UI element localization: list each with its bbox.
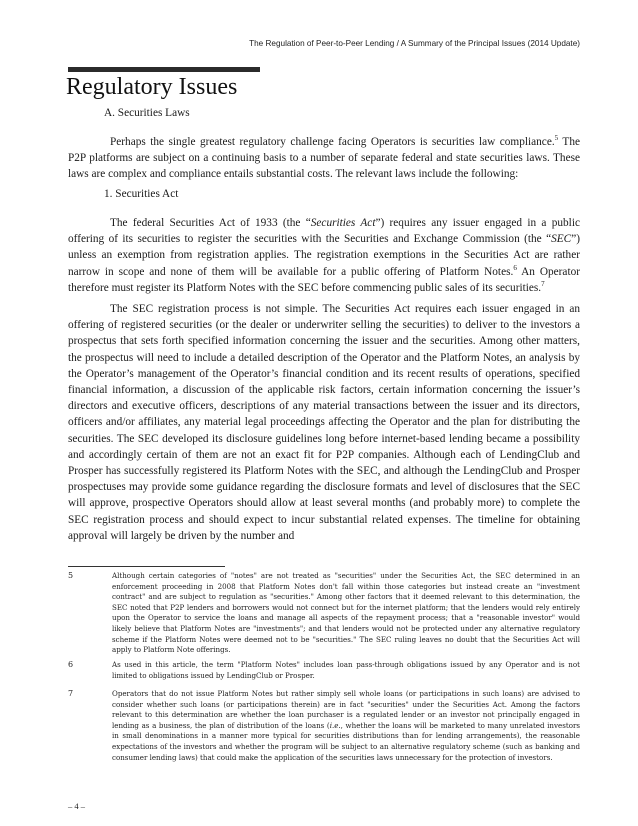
footnote-5 — [68, 571, 580, 656]
footnote-text: , whether the loans will be marketed to many unrelated investors in small denominations in a manner more typical for securities distributions than for lending arrangements), the reasonable expectations of the investors and whether the program will be subject to an alternative regulatory scheme (such as banking and consumer lending laws) that could make the application of the securities laws unnecessary for the protection of investors. — [112, 720, 580, 762]
footnote-ref-7[interactable]: 7 — [541, 279, 545, 288]
footnote-number: 6 — [68, 660, 74, 669]
footnote-separator — [68, 566, 225, 567]
title-rule — [68, 67, 260, 72]
defined-term: SEC — [551, 233, 572, 246]
section-heading-securities-laws: A. Securities Laws — [104, 107, 190, 119]
footnote-text: Although certain categories of "notes" are not treated as "securities" under the Securities Act, the SEC determined in an enforcement proceeding in 2008 that Platform Notes don't fall within those categories but instead create an "investment contract" and are subject to regulation as "securities." Among other factors that it deemed relevant to this determination, the SEC noted that P2P lenders and borrowers would not connect but for the internet platform; that the lenders would rely entirely upon the Operator to service the loans and manage all aspects of the repayment process; that a "reasonable investor" would likely believe that Platform Notes are "investments"; and that lenders would not be protected under any alternative regulatory scheme if the Platform Notes were deemed not to be "securities." The SEC ruling leaves no doubt that the Securities Act will apply to Platform Note offerings. — [112, 571, 580, 655]
footnote-abbrev: i.e. — [329, 720, 341, 730]
footnote-number: 5 — [68, 571, 74, 580]
paragraph-text: ”) requires any issuer engaged in a public offering of its securities to register the securities with the Securities and Exchange Commission (the “ — [68, 217, 580, 246]
footnote-ref-5[interactable]: 5 — [554, 134, 559, 142]
paragraph-securities-act — [68, 215, 580, 296]
defined-term: Securities Act — [310, 217, 376, 229]
page-number: – 4 – — [68, 801, 85, 811]
footnote-number: 7 — [68, 689, 74, 698]
footnote-text: Operators that do not issue Platform Notes but rather simply sell whole loans (or participations in such loans) are advised to consider whether such loans (or participations therein) are in fact "securities" under the Securities Act. Among the factors relevant to this determination are whether the loan purchaser is a regulated lender or an investor not principally engaged in lending as a business, the plan of distribution of the loans ( — [112, 689, 580, 730]
running-header: The Regulation of Peer-to-Peer Lending / A Summary of the Principal Issues (2014 Update) — [249, 39, 580, 48]
paragraph-text: The P2P platforms are subject on a continuing basis to a number of separate federal and state securities laws. These laws are complex and compliance entails substantial costs. The relevant laws include the following: — [68, 136, 580, 181]
footnote-7 — [68, 689, 580, 763]
section-heading-securities-act: 1. Securities Act — [104, 188, 179, 200]
footnote-text: As used in this article, the term "Platform Notes" includes loan pass-through obligations issued by any Operator and is not limited to obligations issued by LendingClub or Prosper. — [112, 660, 580, 680]
paragraph-text: The SEC registration process is not simple. The Securities Act requires each issuer engaged in an offering of registered securities (or the dealer or underwriter selling the securities) to deliver to the investors a prospectus that sets forth specified information concerning the issuer and the securities. Among other matters, the prospectus will need to include a detailed description of the Operator and the Platform Notes, an analysis by the Operator’s management of the Operator’s financial condition and its recent results of operations, specified financial information, a discussion of the applicable risk factors, certain information concerning the issuer’s directors and executive officers, descriptions of any material transactions between the issuer and its directors, officers and/or affiliates, any material legal proceedings affecting the Operator and the plan for distributing the securities. The SEC developed its disclosure guidelines long before internet-based lending became a possibility and accordingly certain of them are not an exact fit for P2P companies. Although each of LendingClub and Prosper has successfully registered its Platform Notes with the SEC, and although the LendingClub and Prosper prospectuses may provide some guidance regarding the disclosure formats and level of disclosures that the SEC will approve, prospective Operators should allow at least several months (and probably more) to complete the SEC registration process and should expect to incur substantial related expenses. The timeline for obtaining approval will largely be driven by the number and — [68, 303, 580, 542]
footnote-6 — [68, 660, 580, 681]
footnote-ref-6[interactable]: 6 — [513, 263, 517, 272]
paragraph-registration-process — [68, 301, 580, 544]
paragraph-intro — [68, 134, 580, 183]
paragraph-text: The federal Securities Act of 1933 (the “ — [110, 217, 311, 229]
paragraph-text: An Operator therefore must register its Platform Notes with the SEC before commencing public sales of its securities. — [68, 265, 580, 294]
paragraph-text: Perhaps the single greatest regulatory challenge facing Operators is securities law compliance. — [110, 136, 555, 148]
page-title: Regulatory Issues — [66, 74, 238, 100]
paragraph-text: ”) unless an exemption from registration applies. The registration exemptions in the Securities Act are rather narrow in scope and none of them will be available for a public offering of Platform Notes. — [68, 233, 580, 278]
